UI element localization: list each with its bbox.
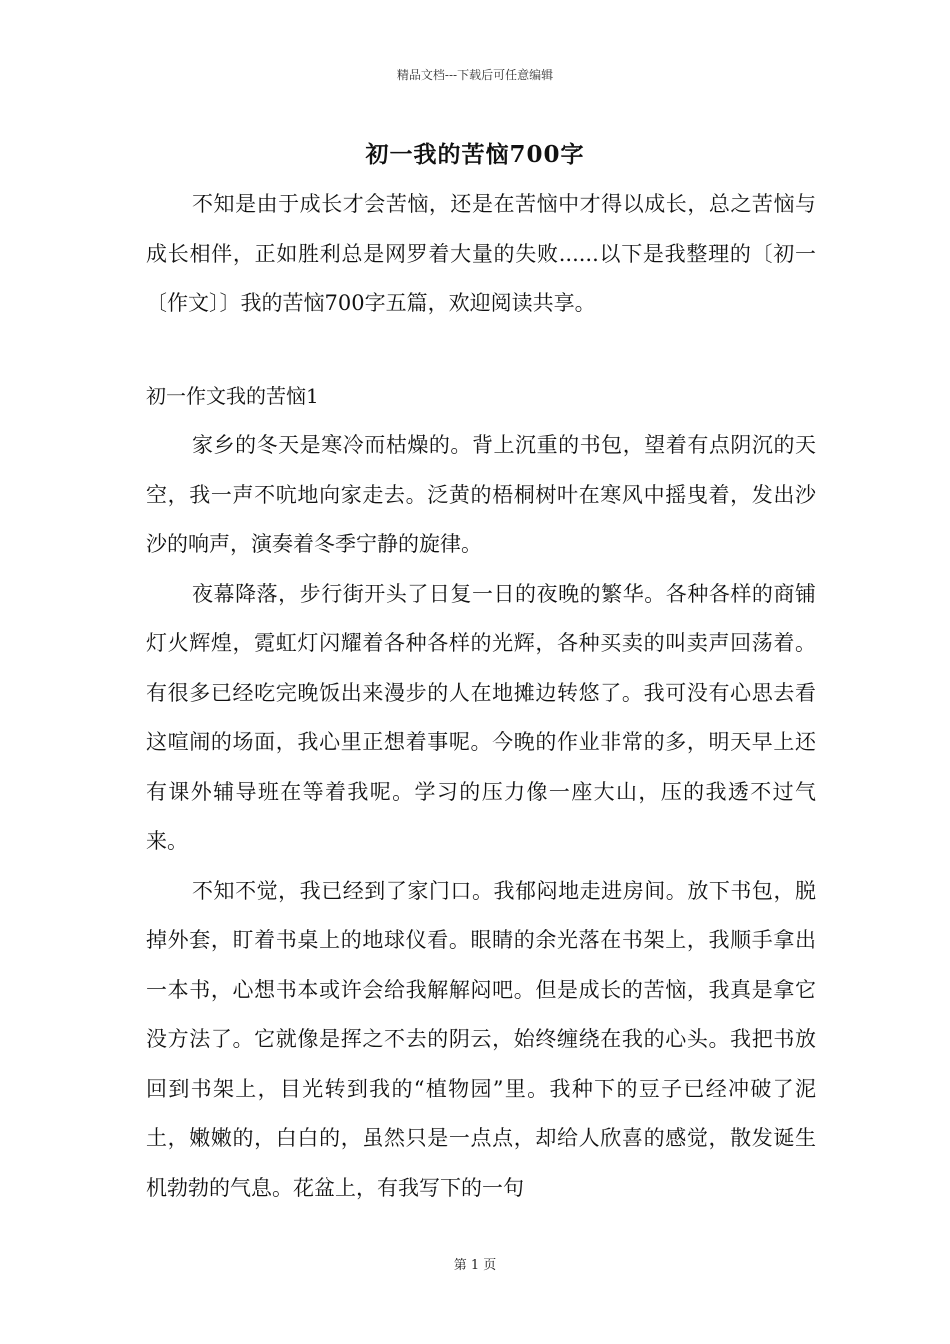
document-body [146,180,816,1213]
body-paragraph-2: 夜幕降落，步行街开头了日复一日的夜晚的繁华。各种各样的商铺灯火辉煌，霓虹灯闪耀着各种各样的光辉，各种买卖的叫卖声回荡着。有很多已经吃完晚饭出来漫步的人在地摊边转悠了。我可没有心思去看这喧闹的场面，我心里正想着事呢。今晚的作业非常的多，明天早上还有课外辅导班在等着我呢。学习的压力像一座大山，压的我透不过气来。 [146,581,816,853]
body-paragraph-1: 家乡的冬天是寒冷而枯燥的。背上沉重的书包，望着有点阴沉的天空，我一声不吭地向家走去。泛黄的梧桐树叶在寒风中摇曳着，发出沙沙的响声，演奏着冬季宁静的旋律。 [146,433,816,556]
body-paragraph-3: 不知不觉，我已经到了家门口。我郁闷地走进房间。放下书包，脱掉外套，盯着书桌上的地球仪看。眼睛的余光落在书架上，我顺手拿出一本书，心想书本或许会给我解解闷吧。但是成长的苦恼，我真是拿它没方法了。它就像是挥之不去的阴云，始终缠绕在我的心头。我把书放回到书架上，目光转到我的“植物园”里。我种下的豆子已经冲破了泥土，嫩嫩的，白白的，虽然只是一点点，却给人欣喜的感觉，散发诞生机勃勃的气息。花盆上，有我写下的一句 [146,878,816,1200]
document-title: 初一我的苦恼700字 [365,141,585,168]
intro-paragraph: 不知是由于成长才会苦恼，还是在苦恼中才得以成长，总之苦恼与成长相伴，正如胜利总是网罗着大量的失败......以下是我整理的〔初一〔作文〕〕我的苦恼700字五篇，欢迎阅读共享。 [146,192,816,315]
page-number: 第 1 页 [453,1258,497,1273]
section-heading: 初一作文我的苦恼1 [146,383,319,408]
page-header: 精品文档---下载后可任意编辑 [396,68,554,82]
